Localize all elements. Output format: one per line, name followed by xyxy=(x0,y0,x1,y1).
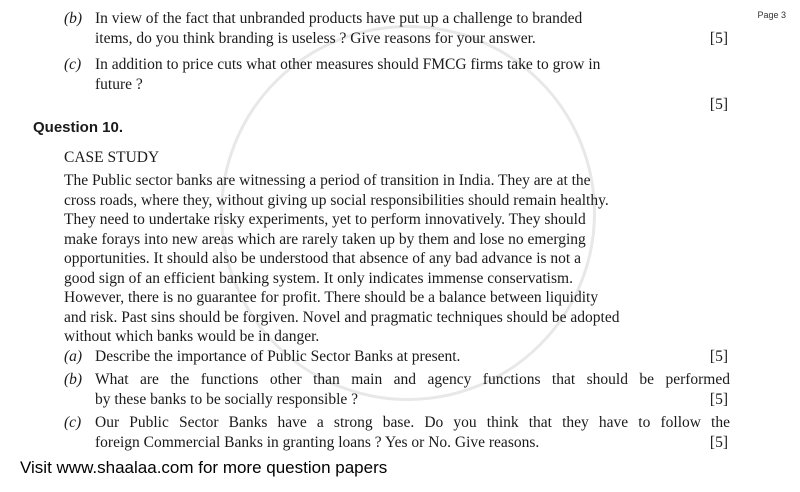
paragraph-line: good sign of an efficient banking system. It only indicates immense conservatism. xyxy=(64,269,573,287)
q9b-marks: [5] xyxy=(709,30,728,47)
q9b-label: (b) xyxy=(64,10,83,27)
q9c-line: future ? xyxy=(95,76,143,93)
paragraph-line: make forays into new areas which are rarely taken up by them and lose no emerging xyxy=(64,230,586,248)
footer-link-text[interactable]: Visit www.shaalaa.com for more question papers xyxy=(20,458,388,477)
q10a-marks: [5] xyxy=(709,348,728,365)
paragraph-line: cross roads, where they, without giving up social responsibilities should remain healthy. xyxy=(64,191,609,209)
q10a-label: (a) xyxy=(64,348,83,365)
paragraph-line: opportunities. It should also be understood that absence of any bad advance is not a xyxy=(64,250,581,267)
q10b-marks: [5] xyxy=(709,391,728,408)
q9c-label: (c) xyxy=(64,56,82,73)
page-number: Page 3 xyxy=(757,10,786,20)
q10a-line: Describe the importance of Public Sector Banks at present. xyxy=(95,348,461,365)
paragraph-line: without which banks would be in danger. xyxy=(64,328,320,345)
q10b-label: (b) xyxy=(64,371,83,388)
q10c-line: foreign Commercial Banks in granting loans ? Yes or No. Give reasons. xyxy=(95,434,540,451)
paragraph-line: The Public sector banks are witnessing a period of transition in India. They are at the xyxy=(64,172,591,189)
q9b-line: In view of the fact that unbranded products have put up a challenge to branded xyxy=(95,10,583,27)
case-study-heading: CASE STUDY xyxy=(64,149,160,166)
question-title: Question 10. xyxy=(33,119,124,136)
paragraph-line: They need to undertake risky experiments, yet to perform innovatively. They should xyxy=(64,211,586,228)
q10c-line: Our Public Sector Banks have a strong base. Do you think that they have to follow the xyxy=(95,414,730,431)
q10b-line: What are the functions other than main and agency functions that should be performed xyxy=(95,371,730,388)
paragraph-line: and risk. Past sins should be forgiven. Novel and pragmatic techniques should be adopted xyxy=(64,308,620,326)
q10b-line: by these banks to be socially responsible ? xyxy=(95,391,359,408)
q9c-line: In addition to price cuts what other measures should FMCG firms take to grow in xyxy=(95,56,601,73)
q9b-line: items, do you think branding is useless ? Give reasons for your answer. xyxy=(95,30,536,47)
q9c-marks: [5] xyxy=(709,96,728,113)
paragraph-line: However, there is no guarantee for profit. There should be a balance between liquidity xyxy=(64,289,599,306)
q10c-label: (c) xyxy=(64,414,82,431)
q10c-marks: [5] xyxy=(709,434,728,451)
